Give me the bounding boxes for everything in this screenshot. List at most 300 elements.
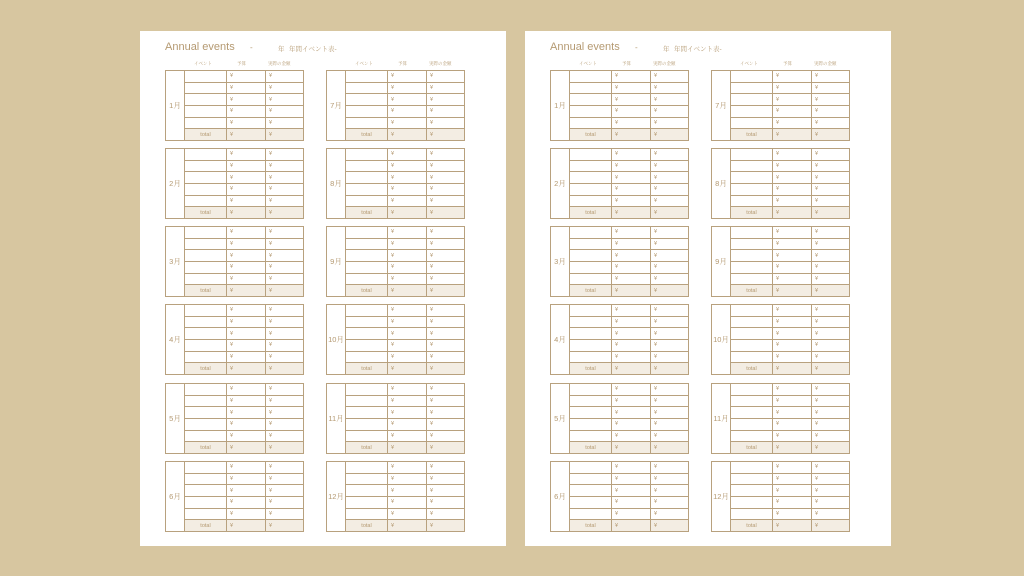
event-cell[interactable]: [346, 83, 388, 94]
actual-amount-cell[interactable]: ¥: [269, 319, 273, 325]
budget-cell[interactable]: ¥: [773, 227, 812, 238]
budget-cell[interactable]: ¥: [612, 419, 651, 430]
budget-cell[interactable]: ¥: [227, 384, 266, 395]
event-cell[interactable]: [346, 196, 388, 207]
budget-cell[interactable]: ¥: [773, 184, 812, 195]
actual-amount-cell[interactable]: ¥: [269, 120, 273, 127]
event-cell[interactable]: [570, 317, 612, 328]
budget-cell[interactable]: ¥: [388, 172, 427, 183]
event-cell[interactable]: [731, 431, 773, 442]
budget-cell[interactable]: ¥: [773, 474, 812, 485]
actual-amount-cell[interactable]: ¥: [430, 398, 434, 404]
actual-amount-cell[interactable]: ¥: [269, 198, 273, 205]
actual-amount-cell[interactable]: ¥: [430, 108, 434, 115]
event-cell[interactable]: [731, 71, 773, 82]
budget-cell[interactable]: ¥: [227, 485, 266, 496]
actual-amount-cell[interactable]: ¥: [654, 307, 658, 314]
event-cell[interactable]: [185, 172, 227, 183]
actual-amount-cell[interactable]: ¥: [269, 73, 273, 80]
budget-cell[interactable]: ¥: [388, 239, 427, 250]
event-cell[interactable]: [346, 485, 388, 496]
actual-amount-cell[interactable]: ¥: [269, 307, 273, 314]
event-cell[interactable]: [346, 396, 388, 407]
event-cell[interactable]: [185, 184, 227, 195]
actual-amount-cell[interactable]: ¥: [269, 487, 273, 494]
actual-amount-cell[interactable]: ¥: [269, 85, 273, 91]
actual-amount-cell[interactable]: ¥: [815, 433, 819, 440]
event-cell[interactable]: [731, 328, 773, 339]
event-cell[interactable]: [185, 250, 227, 261]
event-cell[interactable]: [570, 149, 612, 160]
actual-amount-cell[interactable]: ¥: [430, 85, 434, 91]
event-cell[interactable]: [346, 172, 388, 183]
event-cell[interactable]: [570, 474, 612, 485]
actual-amount-cell[interactable]: ¥: [269, 354, 273, 361]
event-cell[interactable]: [570, 340, 612, 351]
actual-amount-cell[interactable]: ¥: [269, 252, 273, 259]
budget-cell[interactable]: ¥: [773, 317, 812, 328]
event-cell[interactable]: [346, 509, 388, 520]
actual-amount-cell[interactable]: ¥: [654, 319, 658, 325]
event-cell[interactable]: [570, 106, 612, 117]
event-cell[interactable]: [346, 149, 388, 160]
budget-cell[interactable]: ¥: [612, 396, 651, 407]
actual-amount-cell[interactable]: ¥: [654, 342, 658, 349]
budget-cell[interactable]: ¥: [227, 172, 266, 183]
budget-cell[interactable]: ¥: [612, 196, 651, 207]
actual-amount-cell[interactable]: ¥: [815, 342, 819, 349]
budget-cell[interactable]: ¥: [612, 149, 651, 160]
event-cell[interactable]: [185, 161, 227, 172]
budget-cell[interactable]: ¥: [227, 419, 266, 430]
budget-cell[interactable]: ¥: [388, 83, 427, 94]
budget-cell[interactable]: ¥: [773, 172, 812, 183]
budget-cell[interactable]: ¥: [227, 227, 266, 238]
actual-amount-cell[interactable]: ¥: [430, 464, 434, 471]
actual-amount-cell[interactable]: ¥: [815, 229, 819, 236]
budget-cell[interactable]: ¥: [773, 340, 812, 351]
event-cell[interactable]: [185, 407, 227, 418]
event-cell[interactable]: [731, 407, 773, 418]
event-cell[interactable]: [185, 262, 227, 273]
event-cell[interactable]: [570, 196, 612, 207]
budget-cell[interactable]: ¥: [388, 474, 427, 485]
budget-cell[interactable]: ¥: [612, 71, 651, 82]
actual-amount-cell[interactable]: ¥: [430, 386, 434, 393]
budget-cell[interactable]: ¥: [612, 172, 651, 183]
event-cell[interactable]: [731, 317, 773, 328]
budget-cell[interactable]: ¥: [388, 227, 427, 238]
event-cell[interactable]: [346, 384, 388, 395]
event-cell[interactable]: [570, 305, 612, 316]
actual-amount-cell[interactable]: ¥: [815, 186, 819, 193]
event-cell[interactable]: [185, 384, 227, 395]
event-cell[interactable]: [570, 250, 612, 261]
event-cell[interactable]: [731, 497, 773, 508]
actual-amount-cell[interactable]: ¥: [269, 511, 273, 518]
event-cell[interactable]: [731, 239, 773, 250]
actual-amount-cell[interactable]: ¥: [430, 229, 434, 236]
event-cell[interactable]: [570, 94, 612, 105]
event-cell[interactable]: [185, 71, 227, 82]
actual-amount-cell[interactable]: ¥: [815, 85, 819, 91]
event-cell[interactable]: [570, 118, 612, 129]
event-cell[interactable]: [185, 94, 227, 105]
budget-cell[interactable]: ¥: [612, 497, 651, 508]
budget-cell[interactable]: ¥: [227, 352, 266, 363]
actual-amount-cell[interactable]: ¥: [815, 151, 819, 158]
actual-amount-cell[interactable]: ¥: [269, 108, 273, 115]
actual-amount-cell[interactable]: ¥: [430, 511, 434, 518]
event-cell[interactable]: [731, 83, 773, 94]
budget-cell[interactable]: ¥: [773, 305, 812, 316]
budget-cell[interactable]: ¥: [773, 83, 812, 94]
budget-cell[interactable]: ¥: [612, 317, 651, 328]
event-cell[interactable]: [570, 407, 612, 418]
actual-amount-cell[interactable]: ¥: [430, 186, 434, 193]
budget-cell[interactable]: ¥: [388, 485, 427, 496]
actual-amount-cell[interactable]: ¥: [430, 163, 434, 169]
budget-cell[interactable]: ¥: [388, 340, 427, 351]
event-cell[interactable]: [731, 274, 773, 285]
actual-amount-cell[interactable]: ¥: [430, 174, 434, 181]
budget-cell[interactable]: ¥: [612, 384, 651, 395]
event-cell[interactable]: [185, 305, 227, 316]
budget-cell[interactable]: ¥: [388, 149, 427, 160]
actual-amount-cell[interactable]: ¥: [654, 487, 658, 494]
event-cell[interactable]: [185, 474, 227, 485]
actual-amount-cell[interactable]: ¥: [430, 241, 434, 247]
budget-cell[interactable]: ¥: [388, 196, 427, 207]
actual-amount-cell[interactable]: ¥: [815, 476, 819, 482]
budget-cell[interactable]: ¥: [227, 462, 266, 473]
budget-cell[interactable]: ¥: [388, 161, 427, 172]
event-cell[interactable]: [346, 305, 388, 316]
budget-cell[interactable]: ¥: [773, 239, 812, 250]
budget-cell[interactable]: ¥: [612, 485, 651, 496]
actual-amount-cell[interactable]: ¥: [269, 186, 273, 193]
actual-amount-cell[interactable]: ¥: [815, 120, 819, 127]
actual-amount-cell[interactable]: ¥: [815, 174, 819, 181]
event-cell[interactable]: [731, 485, 773, 496]
budget-cell[interactable]: ¥: [773, 149, 812, 160]
actual-amount-cell[interactable]: ¥: [430, 198, 434, 205]
budget-cell[interactable]: ¥: [773, 262, 812, 273]
actual-amount-cell[interactable]: ¥: [654, 398, 658, 404]
budget-cell[interactable]: ¥: [227, 407, 266, 418]
event-cell[interactable]: [346, 161, 388, 172]
event-cell[interactable]: [570, 431, 612, 442]
event-cell[interactable]: [185, 83, 227, 94]
actual-amount-cell[interactable]: ¥: [815, 108, 819, 115]
budget-cell[interactable]: ¥: [388, 419, 427, 430]
event-cell[interactable]: [731, 250, 773, 261]
budget-cell[interactable]: ¥: [388, 396, 427, 407]
event-cell[interactable]: [185, 340, 227, 351]
actual-amount-cell[interactable]: ¥: [654, 174, 658, 181]
event-cell[interactable]: [346, 239, 388, 250]
budget-cell[interactable]: ¥: [227, 94, 266, 105]
actual-amount-cell[interactable]: ¥: [269, 421, 273, 428]
event-cell[interactable]: [570, 239, 612, 250]
budget-cell[interactable]: ¥: [773, 462, 812, 473]
budget-cell[interactable]: ¥: [388, 305, 427, 316]
budget-cell[interactable]: ¥: [388, 328, 427, 339]
actual-amount-cell[interactable]: ¥: [654, 120, 658, 127]
budget-cell[interactable]: ¥: [612, 250, 651, 261]
budget-cell[interactable]: ¥: [388, 509, 427, 520]
event-cell[interactable]: [185, 274, 227, 285]
event-cell[interactable]: [346, 118, 388, 129]
budget-cell[interactable]: ¥: [227, 106, 266, 117]
actual-amount-cell[interactable]: ¥: [654, 276, 658, 283]
actual-amount-cell[interactable]: ¥: [815, 330, 819, 337]
budget-cell[interactable]: ¥: [388, 184, 427, 195]
event-cell[interactable]: [570, 497, 612, 508]
budget-cell[interactable]: ¥: [773, 196, 812, 207]
budget-cell[interactable]: ¥: [773, 274, 812, 285]
event-cell[interactable]: [570, 227, 612, 238]
budget-cell[interactable]: ¥: [227, 184, 266, 195]
budget-cell[interactable]: ¥: [388, 106, 427, 117]
event-cell[interactable]: [346, 106, 388, 117]
actual-amount-cell[interactable]: ¥: [654, 252, 658, 259]
budget-cell[interactable]: ¥: [612, 509, 651, 520]
actual-amount-cell[interactable]: ¥: [654, 85, 658, 91]
actual-amount-cell[interactable]: ¥: [269, 398, 273, 404]
budget-cell[interactable]: ¥: [773, 396, 812, 407]
event-cell[interactable]: [570, 462, 612, 473]
budget-cell[interactable]: ¥: [773, 250, 812, 261]
event-cell[interactable]: [570, 172, 612, 183]
budget-cell[interactable]: ¥: [773, 328, 812, 339]
event-cell[interactable]: [346, 71, 388, 82]
actual-amount-cell[interactable]: ¥: [654, 464, 658, 471]
actual-amount-cell[interactable]: ¥: [269, 386, 273, 393]
event-cell[interactable]: [570, 71, 612, 82]
budget-cell[interactable]: ¥: [612, 83, 651, 94]
actual-amount-cell[interactable]: ¥: [430, 276, 434, 283]
actual-amount-cell[interactable]: ¥: [815, 499, 819, 506]
event-cell[interactable]: [731, 118, 773, 129]
event-cell[interactable]: [731, 352, 773, 363]
event-cell[interactable]: [346, 317, 388, 328]
actual-amount-cell[interactable]: ¥: [269, 433, 273, 440]
actual-amount-cell[interactable]: ¥: [430, 73, 434, 80]
actual-amount-cell[interactable]: ¥: [430, 120, 434, 127]
event-cell[interactable]: [731, 509, 773, 520]
event-cell[interactable]: [185, 497, 227, 508]
budget-cell[interactable]: ¥: [388, 71, 427, 82]
actual-amount-cell[interactable]: ¥: [654, 409, 658, 416]
event-cell[interactable]: [185, 352, 227, 363]
actual-amount-cell[interactable]: ¥: [815, 163, 819, 169]
budget-cell[interactable]: ¥: [612, 462, 651, 473]
actual-amount-cell[interactable]: ¥: [269, 330, 273, 337]
budget-cell[interactable]: ¥: [612, 474, 651, 485]
actual-amount-cell[interactable]: ¥: [430, 433, 434, 440]
budget-cell[interactable]: ¥: [227, 328, 266, 339]
budget-cell[interactable]: ¥: [227, 196, 266, 207]
budget-cell[interactable]: ¥: [388, 497, 427, 508]
actual-amount-cell[interactable]: ¥: [654, 73, 658, 80]
event-cell[interactable]: [731, 462, 773, 473]
actual-amount-cell[interactable]: ¥: [430, 151, 434, 158]
budget-cell[interactable]: ¥: [227, 161, 266, 172]
actual-amount-cell[interactable]: ¥: [430, 421, 434, 428]
event-cell[interactable]: [185, 118, 227, 129]
event-cell[interactable]: [346, 419, 388, 430]
actual-amount-cell[interactable]: ¥: [269, 342, 273, 349]
budget-cell[interactable]: ¥: [612, 239, 651, 250]
event-cell[interactable]: [731, 305, 773, 316]
actual-amount-cell[interactable]: ¥: [430, 354, 434, 361]
actual-amount-cell[interactable]: ¥: [269, 409, 273, 416]
actual-amount-cell[interactable]: ¥: [815, 276, 819, 283]
event-cell[interactable]: [346, 328, 388, 339]
actual-amount-cell[interactable]: ¥: [654, 163, 658, 169]
actual-amount-cell[interactable]: ¥: [815, 409, 819, 416]
actual-amount-cell[interactable]: ¥: [654, 264, 658, 271]
actual-amount-cell[interactable]: ¥: [815, 241, 819, 247]
budget-cell[interactable]: ¥: [227, 317, 266, 328]
budget-cell[interactable]: ¥: [773, 94, 812, 105]
event-cell[interactable]: [570, 419, 612, 430]
budget-cell[interactable]: ¥: [227, 274, 266, 285]
event-cell[interactable]: [346, 94, 388, 105]
budget-cell[interactable]: ¥: [227, 431, 266, 442]
actual-amount-cell[interactable]: ¥: [430, 409, 434, 416]
actual-amount-cell[interactable]: ¥: [269, 264, 273, 271]
event-cell[interactable]: [731, 396, 773, 407]
actual-amount-cell[interactable]: ¥: [654, 476, 658, 482]
event-cell[interactable]: [185, 106, 227, 117]
budget-cell[interactable]: ¥: [773, 352, 812, 363]
event-cell[interactable]: [731, 419, 773, 430]
actual-amount-cell[interactable]: ¥: [269, 229, 273, 236]
event-cell[interactable]: [570, 161, 612, 172]
actual-amount-cell[interactable]: ¥: [815, 487, 819, 494]
budget-cell[interactable]: ¥: [227, 118, 266, 129]
budget-cell[interactable]: ¥: [227, 340, 266, 351]
actual-amount-cell[interactable]: ¥: [269, 241, 273, 247]
event-cell[interactable]: [570, 328, 612, 339]
budget-cell[interactable]: ¥: [612, 161, 651, 172]
budget-cell[interactable]: ¥: [773, 161, 812, 172]
event-cell[interactable]: [185, 328, 227, 339]
event-cell[interactable]: [731, 474, 773, 485]
event-cell[interactable]: [570, 396, 612, 407]
event-cell[interactable]: [346, 352, 388, 363]
event-cell[interactable]: [185, 317, 227, 328]
event-cell[interactable]: [185, 396, 227, 407]
event-cell[interactable]: [185, 239, 227, 250]
budget-cell[interactable]: ¥: [227, 396, 266, 407]
budget-cell[interactable]: ¥: [388, 352, 427, 363]
budget-cell[interactable]: ¥: [773, 497, 812, 508]
actual-amount-cell[interactable]: ¥: [269, 476, 273, 482]
event-cell[interactable]: [346, 227, 388, 238]
event-cell[interactable]: [570, 384, 612, 395]
actual-amount-cell[interactable]: ¥: [269, 276, 273, 283]
actual-amount-cell[interactable]: ¥: [815, 354, 819, 361]
budget-cell[interactable]: ¥: [612, 184, 651, 195]
actual-amount-cell[interactable]: ¥: [654, 198, 658, 205]
actual-amount-cell[interactable]: ¥: [430, 342, 434, 349]
actual-amount-cell[interactable]: ¥: [654, 96, 658, 103]
budget-cell[interactable]: ¥: [388, 317, 427, 328]
actual-amount-cell[interactable]: ¥: [654, 241, 658, 247]
event-cell[interactable]: [731, 161, 773, 172]
budget-cell[interactable]: ¥: [388, 407, 427, 418]
event-cell[interactable]: [731, 184, 773, 195]
actual-amount-cell[interactable]: ¥: [430, 330, 434, 337]
actual-amount-cell[interactable]: ¥: [269, 96, 273, 103]
actual-amount-cell[interactable]: ¥: [430, 307, 434, 314]
actual-amount-cell[interactable]: ¥: [815, 73, 819, 80]
actual-amount-cell[interactable]: ¥: [654, 186, 658, 193]
budget-cell[interactable]: ¥: [388, 250, 427, 261]
budget-cell[interactable]: ¥: [227, 250, 266, 261]
budget-cell[interactable]: ¥: [227, 71, 266, 82]
event-cell[interactable]: [731, 172, 773, 183]
budget-cell[interactable]: ¥: [612, 431, 651, 442]
budget-cell[interactable]: ¥: [227, 509, 266, 520]
actual-amount-cell[interactable]: ¥: [815, 398, 819, 404]
budget-cell[interactable]: ¥: [773, 118, 812, 129]
event-cell[interactable]: [346, 340, 388, 351]
event-cell[interactable]: [185, 149, 227, 160]
actual-amount-cell[interactable]: ¥: [815, 464, 819, 471]
event-cell[interactable]: [185, 196, 227, 207]
budget-cell[interactable]: ¥: [227, 149, 266, 160]
actual-amount-cell[interactable]: ¥: [815, 96, 819, 103]
actual-amount-cell[interactable]: ¥: [269, 163, 273, 169]
actual-amount-cell[interactable]: ¥: [815, 386, 819, 393]
event-cell[interactable]: [346, 262, 388, 273]
budget-cell[interactable]: ¥: [388, 262, 427, 273]
budget-cell[interactable]: ¥: [773, 407, 812, 418]
event-cell[interactable]: [185, 431, 227, 442]
event-cell[interactable]: [731, 149, 773, 160]
actual-amount-cell[interactable]: ¥: [269, 174, 273, 181]
actual-amount-cell[interactable]: ¥: [654, 229, 658, 236]
budget-cell[interactable]: ¥: [612, 328, 651, 339]
event-cell[interactable]: [731, 196, 773, 207]
budget-cell[interactable]: ¥: [773, 485, 812, 496]
actual-amount-cell[interactable]: ¥: [654, 330, 658, 337]
event-cell[interactable]: [346, 184, 388, 195]
event-cell[interactable]: [346, 474, 388, 485]
actual-amount-cell[interactable]: ¥: [815, 198, 819, 205]
budget-cell[interactable]: ¥: [227, 262, 266, 273]
event-cell[interactable]: [185, 485, 227, 496]
actual-amount-cell[interactable]: ¥: [269, 499, 273, 506]
event-cell[interactable]: [731, 262, 773, 273]
budget-cell[interactable]: ¥: [612, 352, 651, 363]
budget-cell[interactable]: ¥: [227, 497, 266, 508]
budget-cell[interactable]: ¥: [612, 340, 651, 351]
event-cell[interactable]: [570, 352, 612, 363]
event-cell[interactable]: [185, 419, 227, 430]
actual-amount-cell[interactable]: ¥: [654, 386, 658, 393]
budget-cell[interactable]: ¥: [388, 431, 427, 442]
budget-cell[interactable]: ¥: [612, 106, 651, 117]
actual-amount-cell[interactable]: ¥: [430, 252, 434, 259]
actual-amount-cell[interactable]: ¥: [430, 96, 434, 103]
budget-cell[interactable]: ¥: [227, 83, 266, 94]
budget-cell[interactable]: ¥: [227, 305, 266, 316]
